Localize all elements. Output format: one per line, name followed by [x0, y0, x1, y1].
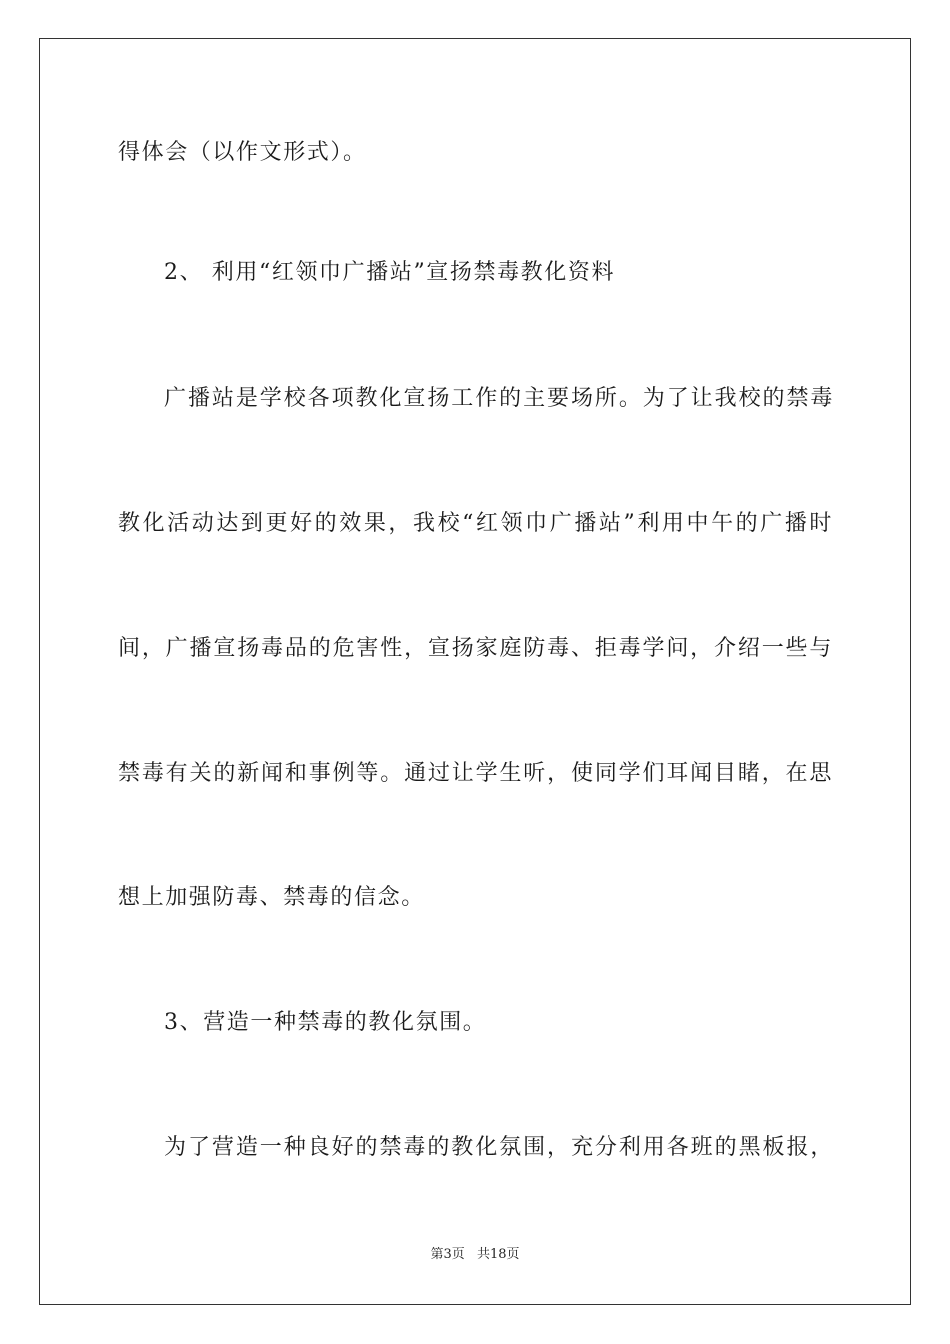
paragraph-line: 为了营造一种良好的禁毒的教化氛围，充分利用各班的黑板报， [164, 1135, 834, 1160]
paragraph-line: 禁毒有关的新闻和事例等。通过让学生听，使同学们耳闻目睹，在思 [118, 761, 833, 786]
page-border [39, 38, 911, 1305]
page-footer [0, 1246, 950, 1264]
section-heading-2: 2、 利用“红领巾广播站”宣扬禁毒教化资料 [164, 260, 616, 285]
body-text-line: 得体会（以作文形式）。 [118, 140, 367, 165]
page-number: 第3页 [430, 1247, 465, 1262]
page-total: 共18页 [476, 1247, 520, 1262]
section-heading-3: 3、营造一种禁毒的教化氛围。 [164, 1010, 487, 1035]
paragraph-line: 广播站是学校各项教化宣扬工作的主要场所。为了让我校的禁毒 [164, 386, 834, 411]
paragraph-line: 间，广播宣扬毒品的危害性，宣扬家庭防毒、拒毒学问，介绍一些与 [118, 636, 833, 661]
paragraph-line: 想上加强防毒、禁毒的信念。 [118, 885, 425, 910]
paragraph-line: 教化活动达到更好的效果，我校“红领巾广播站”利用中午的广播时 [118, 511, 833, 536]
